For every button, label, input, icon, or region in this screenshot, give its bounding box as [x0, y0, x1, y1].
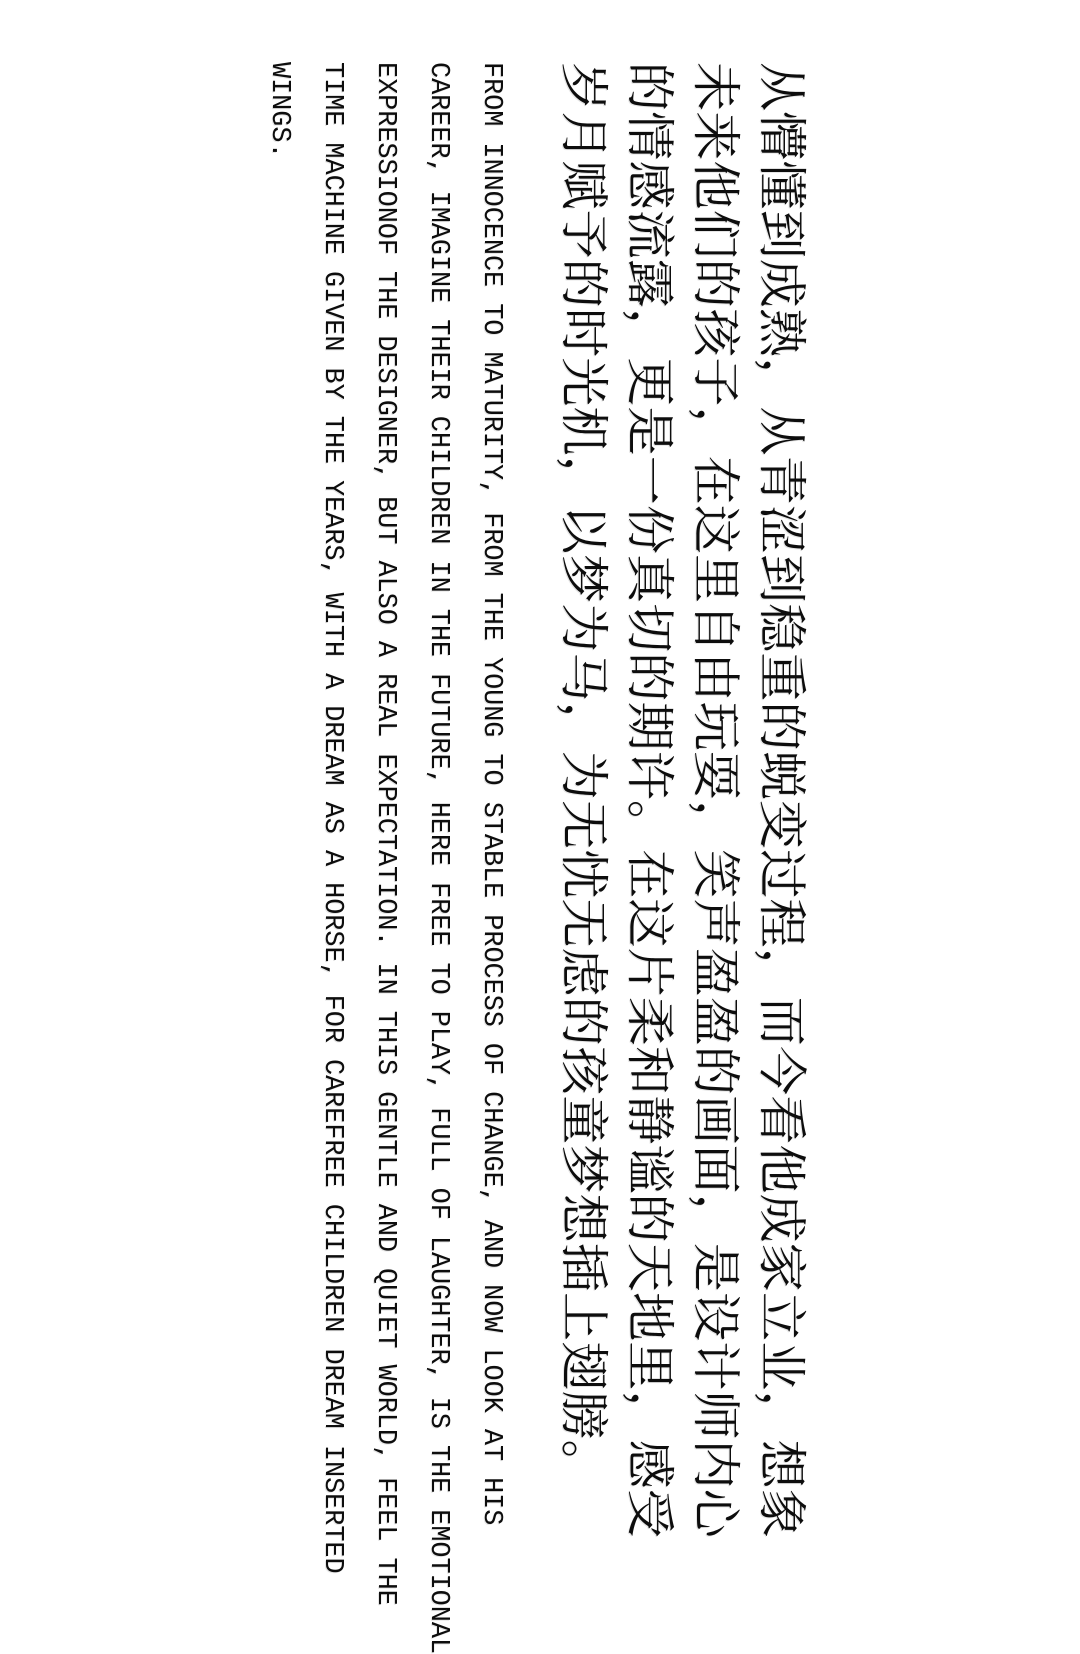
chinese-text-line-4: 岁月赋予的时光机，以梦为马，为无忧无虑的孩童梦想插上翅膀。 [556, 62, 611, 1489]
english-text-line-2: CAREER, IMAGINE THEIR CHILDREN IN THE FUTURE, HERE FREE TO PLAY, FULL OF LAUGHTER, IS THE EMOTIONAL [423, 62, 453, 1654]
chinese-text-line-1: 从懵懂到成熟，从青涩到稳重的蜕变过程，而今看他成家立业，想象 [754, 62, 809, 1539]
english-text-line-4: TIME MACHINE GIVEN BY THE YEARS, WITH A DREAM AS A HORSE, FOR CAREFREE CHILDREN DREAM INSERTED [317, 62, 347, 1574]
english-text-line-3: EXPRESSIONOF THE DESIGNER, BUT ALSO A REAL EXPECTATION. IN THIS GENTLE AND QUIET WORLD, FEEL THE [370, 62, 400, 1606]
chinese-paragraph [550, 62, 814, 1652]
chinese-text-line-3: 的情感流露，更是一份真切的期许。在这片柔和静谧的天地里，感受 [622, 62, 677, 1539]
english-text-line-5: WINGS. [264, 62, 294, 159]
chinese-text-line-2: 未来他们的孩子，在这里自由玩耍，笑声盈盈的画面，是设计师内心 [688, 62, 743, 1539]
english-text-line-1: FROM INNOCENCE TO MATURITY, FROM THE YOUNG TO STABLE PROCESS OF CHANGE, AND NOW LOOK AT HIS [476, 62, 506, 1526]
english-paragraph [252, 62, 517, 1652]
